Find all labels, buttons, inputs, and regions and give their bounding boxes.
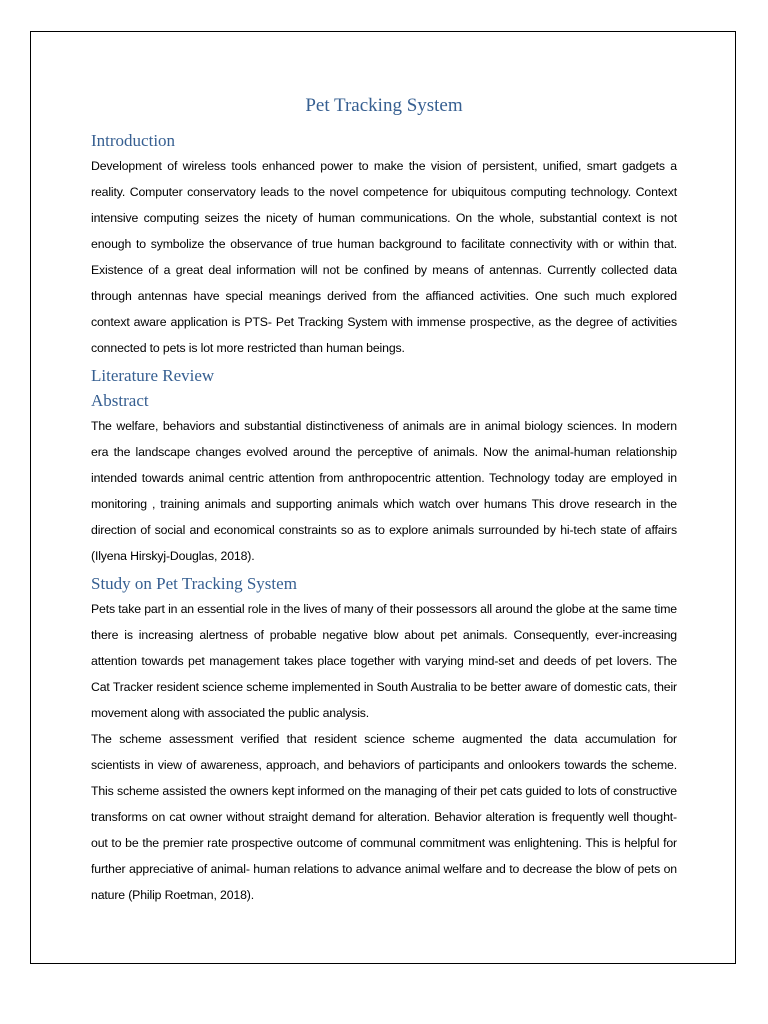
introduction-heading: Introduction [91,131,176,150]
introduction-paragraph: Development of wireless tools enhanced power to make the vision of persistent, unified, smart gadgets a reality. Computer conservatory leads to the novel competence for ubiquitous computing technology. Context intensive computing seizes the nicety of human communications. On the whole, substantial context is not enough to symbolize the observance of true human background to facilitate connectivity with or within that. Existence of a great deal information will not be confined by means of antennas. Currently collected data through antennas have special meanings derived from the affianced activities. One such much explored context aware application is PTS- Pet Tracking System with immense prospective, as the degree of activities connected to pets is lot more restricted than human beings. [91,159,677,355]
literature-review-heading: Literature Review [91,366,215,385]
study-heading: Study on Pet Tracking System [91,574,297,593]
document-body [91,93,677,908]
abstract-heading: Abstract [91,391,149,410]
study-paragraph-2: The scheme assessment verified that resident science scheme augmented the data accumulation for scientists in view of awareness, approach, and behaviors of participants and onlookers towards the scheme. This scheme assisted the owners kept informed on the managing of their pet cats guided to lots of constructive transforms on cat owner without straight demand for alteration. Behavior alteration is frequently well thought-out to be the premier rate prospective outcome of communal commitment was enlightening. This is helpful for further appreciative of animal- human relations to advance animal welfare and to decrease the blow of pets on nature (Philip Roetman, 2018). [91,732,677,902]
abstract-paragraph: The welfare, behaviors and substantial distinctiveness of animals are in animal biology sciences. In modern era the landscape changes evolved around the perceptive of animals. Now the animal-human relationship intended towards animal centric attention from anthropocentric attention. Technology today are employed in monitoring , training animals and supporting animals which watch over humans This drove research in the direction of social and economical constraints so as to explore animals surrounded by hi-tech state of affairs (Ilyena Hirskyj-Douglas, 2018). [91,419,677,563]
page-title: Pet Tracking System [305,95,463,116]
study-paragraph-1: Pets take part in an essential role in the lives of many of their possessors all around the globe at the same time there is increasing alertness of probable negative blow about pet animals. Consequently, ever-increasing attention towards pet management takes place together with varying mind-set and deeds of pet lovers. The Cat Tracker resident science scheme implemented in South Australia to be better aware of domestic cats, their movement along with associated the public analysis. [91,602,677,720]
